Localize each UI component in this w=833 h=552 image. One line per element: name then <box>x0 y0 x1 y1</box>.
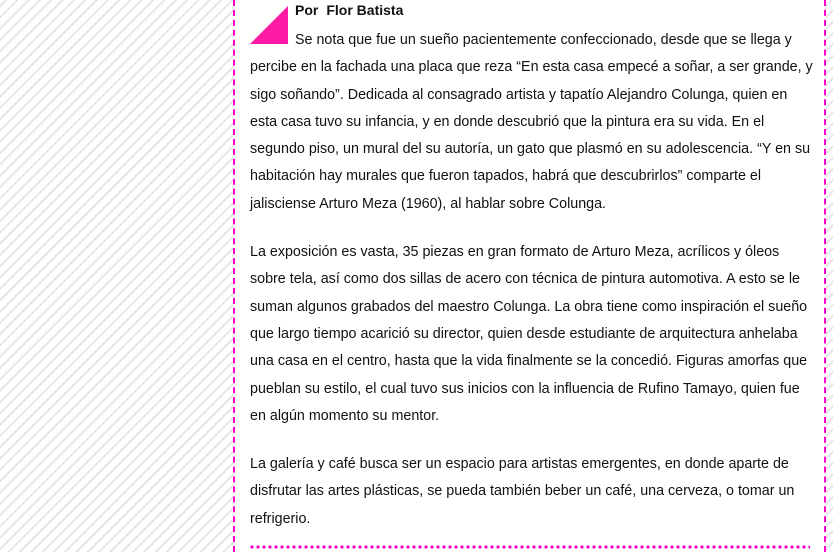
byline <box>295 2 403 18</box>
byline-prefix: Por <box>295 2 319 18</box>
article-card <box>233 0 826 552</box>
dotted-divider <box>249 545 810 549</box>
article-body <box>250 27 816 552</box>
paragraph-1: Se nota que fue un sueño pacientemente confeccionado, desde que se llega y percibe en la fachada una placa que reza “En esta casa empecé a soñar, a ser grande, y sigo soñando”. Dedicada al consagrado artista y tapatío Alejandro Colunga, quien en esta casa tuvo su infancia, y en donde descubrió que la pintura era su vida. En el segundo piso, un mural del su autoría, un gato que plasmó en su adolescencia. “Y en su habitación hay murales que fueron tapados, habrá que descubrirlos” comparte el jalisciense Arturo Meza (1960), al hablar sobre Colunga. <box>250 32 813 212</box>
paragraph-3: La galería y café busca ser un espacio para artistas emergentes, en donde aparte de disfrutar las artes plásticas, se pueda también beber un café, una cerveza, o tomar un refrigerio. <box>250 456 795 527</box>
paragraph-2: La exposición es vasta, 35 piezas en gran formato de Arturo Meza, acrílicos y óleos sobre tela, así como dos sillas de acero con técnica de pintura automotiva. A esto se le suman algunos grabados del maestro Colunga. La obra tiene como inspiración el sueño que largo tiempo acarició su director, quien desde estudiante de arquitectura anhelaba una casa en el centro, hasta que la vida finalmente se la concedió. Figuras amorfas que pueblan su estilo, el cual tuvo sus inicios con la influencia de Rufino Tamayo, quien fue en algún momento su mentor. <box>250 244 808 424</box>
author-name: Flor Batista <box>326 2 404 18</box>
